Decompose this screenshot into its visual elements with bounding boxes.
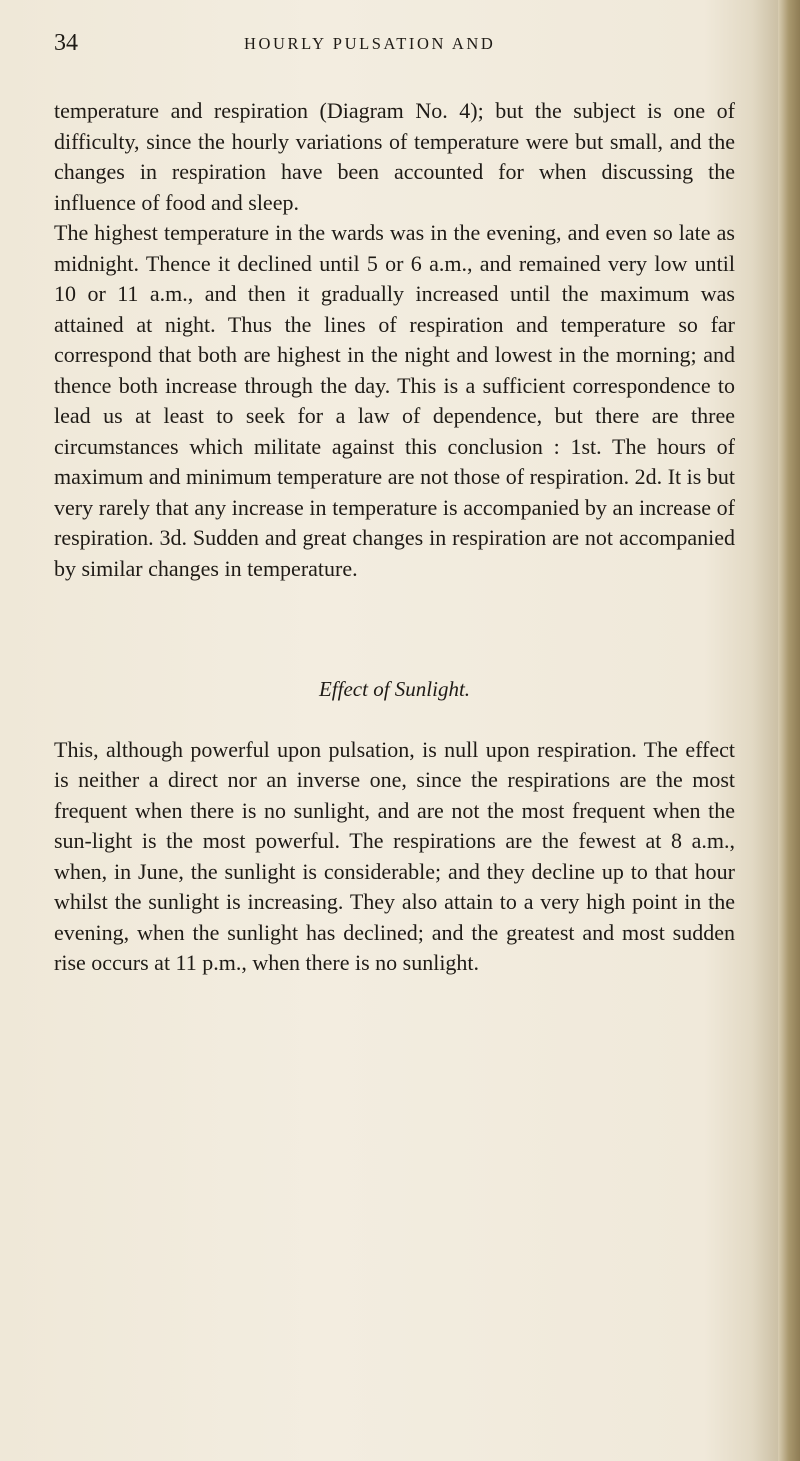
paragraph-sunlight: This, although powerful upon pulsation, is null upon respiration. The effect is neither a direct nor an inverse one, since the respirations are the most frequent when there is no sunlight, and are not the most frequent when the sun-light is the most powerful. The respirations are the fewest at 8 a.m., when, in June, the sunlight is considerable; and they decline up to that hour whilst the sunlight is increasing. They also attain to a very high point in the evening, when the sunlight has declined; and the greatest and most sudden rise occurs at 11 p.m., when there is no sunlight. [54, 736, 735, 975]
running-head: HOURLY PULSATION AND [244, 34, 496, 53]
page-number: 34 [54, 30, 78, 56]
section-heading: Effect of Sunlight. [318, 677, 471, 701]
page-edge [778, 0, 800, 1461]
body-text [54, 96, 735, 979]
page-header [54, 30, 754, 64]
paragraph-highest-temperature: The highest temperature in the wards was in the evening, and even so late as midnight. Thence it declined until 5 or 6 a.m., and remained very low until 10 or 11 a.m., and then it gradually increased until the maximum was attained at night. Thus the lines of respiration and temperature so far correspond that both are highest in the night and lowest in the morning; and thence both increase through the day. This is a sufficient correspondence to lead us at least to seek for a law of dependence, but there are three circumstances which militate against this conclusion : 1st. The hours of maximum and minimum temperature are not those of respiration. 2d. It is but very rarely that any increase in temperature is accompanied by an increase of respiration. 3d. Sudden and great changes in respiration are not accompanied by similar changes in temperature. [54, 220, 735, 581]
paragraph-continued: temperature and respiration (Diagram No. 4); but the subject is one of difficulty, since the hourly variations of temperature were but small, and the changes in respiration have been accounted for when discussing the influence of food and sleep. [54, 98, 735, 215]
